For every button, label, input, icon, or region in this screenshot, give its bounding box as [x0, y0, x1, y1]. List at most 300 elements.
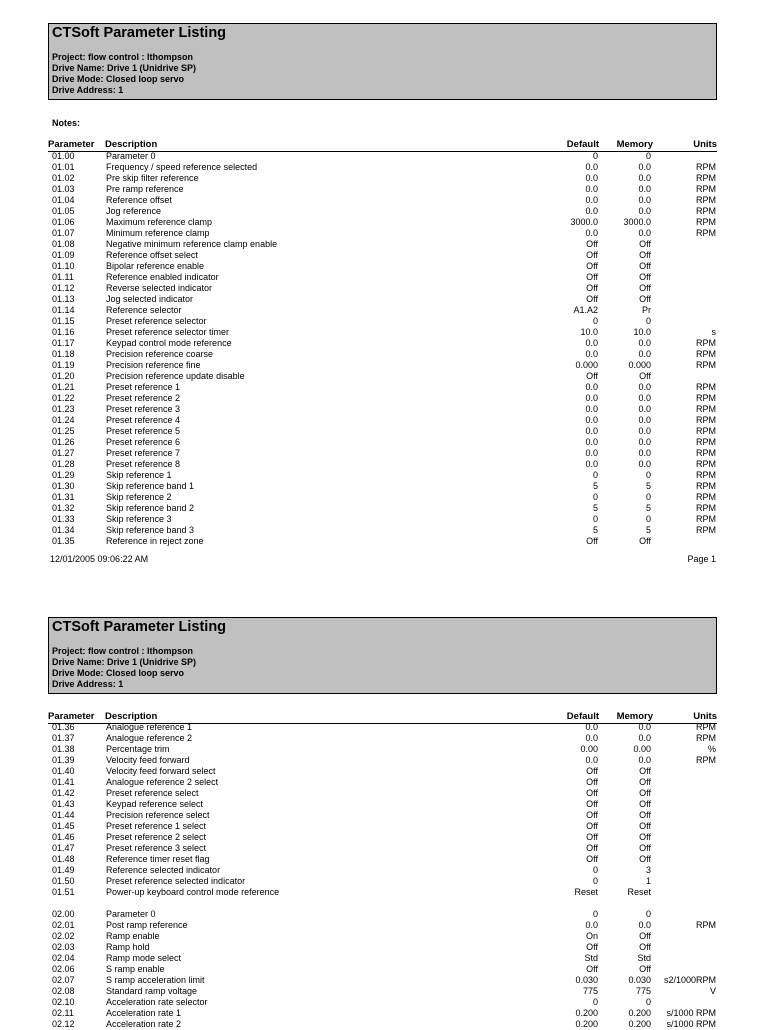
parameter-number: 01.17: [52, 338, 75, 348]
default-value: Off: [586, 294, 598, 304]
parameter-description: Post ramp reference: [106, 920, 188, 930]
table-row: [0, 1019, 768, 1030]
memory-value: Off: [639, 766, 651, 776]
parameter-description: Analogue reference 1: [106, 722, 193, 732]
memory-value: Off: [639, 294, 651, 304]
table-row: [0, 964, 768, 975]
parameter-description: Ramp enable: [106, 931, 160, 941]
table-row: [0, 942, 768, 953]
default-value: 0.0: [585, 382, 598, 392]
default-value: 0: [592, 909, 598, 919]
memory-value: 0.0: [638, 755, 651, 765]
parameter-description: Preset reference 2 select: [106, 832, 207, 842]
table-row: [0, 876, 768, 887]
units-value: RPM: [696, 755, 716, 765]
table-row: [0, 415, 768, 426]
default-value: 0: [592, 865, 598, 875]
page1-footer-page: Page 1: [687, 554, 716, 564]
parameter-description: Reference enabled indicator: [106, 272, 219, 282]
memory-value: 0.0: [638, 415, 651, 425]
parameter-description: Bipolar reference enable: [106, 261, 205, 271]
table-row: [0, 437, 768, 448]
units-value: RPM: [696, 459, 716, 469]
units-value: RPM: [696, 338, 716, 348]
units-value: RPM: [696, 173, 716, 183]
table-row: [0, 360, 768, 371]
units-value: s/1000 RPM: [666, 1019, 716, 1029]
parameter-number: 01.45: [52, 821, 75, 831]
default-value: 0.0: [585, 228, 598, 238]
units-value: RPM: [696, 448, 716, 458]
parameter-number: 01.32: [52, 503, 75, 513]
memory-value: Off: [639, 843, 651, 853]
memory-value: 0.0: [638, 426, 651, 436]
memory-value: Off: [639, 371, 651, 381]
table-row: [0, 426, 768, 437]
memory-value: 0.0: [638, 162, 651, 172]
col-memory: Memory: [616, 139, 653, 150]
table-row: [0, 755, 768, 766]
col-default: Default: [566, 139, 599, 150]
parameter-number: 01.46: [52, 832, 75, 842]
table-row: [0, 997, 768, 1008]
parameter-number: 01.07: [52, 228, 75, 238]
section-gap: [0, 898, 768, 909]
parameter-number: 01.47: [52, 843, 75, 853]
default-value: Off: [586, 766, 598, 776]
units-value: RPM: [696, 360, 716, 370]
page1-project: Project: flow control : lthompson: [52, 52, 193, 62]
table-row: [0, 459, 768, 470]
table-row: [0, 327, 768, 338]
default-value: Off: [586, 832, 598, 842]
parameter-number: 02.02: [52, 931, 75, 941]
table-row: [0, 316, 768, 327]
parameter-description: Reference selector: [106, 305, 182, 315]
memory-value: 5: [645, 503, 651, 513]
table-row: [0, 393, 768, 404]
default-value: 0.0: [585, 195, 598, 205]
parameter-number: 01.11: [52, 272, 74, 282]
parameter-number: 01.51: [52, 887, 75, 897]
units-value: RPM: [696, 162, 716, 172]
table-row: [0, 887, 768, 898]
memory-value: Off: [639, 854, 651, 864]
memory-value: 0: [645, 316, 651, 326]
memory-value: 775: [635, 986, 651, 996]
parameter-description: Percentage trim: [106, 744, 170, 754]
col-description: Description: [105, 711, 158, 722]
default-value: 775: [582, 986, 598, 996]
parameter-description: Preset reference 3 select: [106, 843, 207, 853]
default-value: 5: [592, 503, 598, 513]
page1-header-box: [48, 23, 717, 100]
parameter-description: Preset reference selector: [106, 316, 207, 326]
memory-value: Off: [639, 250, 651, 260]
page2-title: CTSoft Parameter Listing: [52, 619, 227, 635]
table-row: [0, 832, 768, 843]
table-row: [0, 525, 768, 536]
parameter-number: 01.24: [52, 415, 75, 425]
memory-value: Off: [639, 777, 651, 787]
default-value: 5: [592, 525, 598, 535]
default-value: 0.00: [580, 744, 598, 754]
memory-value: 0.0: [638, 206, 651, 216]
units-value: RPM: [696, 393, 716, 403]
parameter-number: 01.14: [52, 305, 75, 315]
parameter-description: Reverse selected indicator: [106, 283, 213, 293]
parameter-description: Preset reference 8: [106, 459, 181, 469]
table-row: [0, 448, 768, 459]
parameter-description: Preset reference 5: [106, 426, 181, 436]
table-row: [0, 865, 768, 876]
table-row: [0, 195, 768, 206]
parameter-description: Acceleration rate 1: [106, 1008, 182, 1018]
parameter-description: Maximum reference clamp: [106, 217, 213, 227]
units-value: RPM: [696, 437, 716, 447]
table-row: [0, 843, 768, 854]
parameter-number: 01.33: [52, 514, 75, 524]
default-value: Off: [586, 942, 598, 952]
parameter-description: Negative minimum reference clamp enable: [106, 239, 278, 249]
default-value: 0.0: [585, 349, 598, 359]
parameter-number: 01.15: [52, 316, 75, 326]
table-row: [0, 733, 768, 744]
default-value: 0.200: [575, 1019, 598, 1029]
table-row: [0, 514, 768, 525]
default-value: Off: [586, 810, 598, 820]
parameter-description: Preset reference 6: [106, 437, 181, 447]
parameter-number: 01.39: [52, 755, 75, 765]
table-row: [0, 986, 768, 997]
default-value: 0.0: [585, 733, 598, 743]
table-row: [0, 470, 768, 481]
units-value: RPM: [696, 184, 716, 194]
default-value: Off: [586, 843, 598, 853]
units-value: RPM: [696, 382, 716, 392]
col-units: Units: [693, 139, 717, 150]
units-value: RPM: [696, 514, 716, 524]
table-row: [0, 283, 768, 294]
parameter-description: Preset reference selected indicator: [106, 876, 246, 886]
parameter-number: 01.01: [52, 162, 75, 172]
table-row: [0, 173, 768, 184]
default-value: 0.030: [575, 975, 598, 985]
table-row: [0, 404, 768, 415]
units-value: RPM: [696, 492, 716, 502]
default-value: 10.0: [580, 327, 598, 337]
memory-value: 0.0: [638, 920, 651, 930]
parameter-number: 01.30: [52, 481, 75, 491]
parameter-number: 01.05: [52, 206, 75, 216]
parameter-description: Ramp hold: [106, 942, 150, 952]
parameter-number: 01.31: [52, 492, 75, 502]
units-value: RPM: [696, 525, 716, 535]
parameter-description: Preset reference select: [106, 788, 199, 798]
table-row: [0, 206, 768, 217]
parameter-number: 01.27: [52, 448, 75, 458]
parameter-description: Skip reference band 2: [106, 503, 195, 513]
page2-parameter-table: [0, 722, 768, 1030]
memory-value: 0.0: [638, 393, 651, 403]
memory-value: 5: [645, 525, 651, 535]
parameter-number: 01.00: [52, 151, 75, 161]
parameter-number: 01.28: [52, 459, 75, 469]
table-row: [0, 371, 768, 382]
default-value: 0: [592, 316, 598, 326]
parameter-number: 01.20: [52, 371, 75, 381]
page2-drive-mode: Drive Mode: Closed loop servo: [52, 668, 185, 678]
memory-value: Off: [639, 799, 651, 809]
table-row: [0, 151, 768, 162]
table-row: [0, 536, 768, 547]
default-value: On: [585, 931, 598, 941]
memory-value: 5: [645, 481, 651, 491]
parameter-number: 01.21: [52, 382, 75, 392]
page1-parameter-table: [0, 151, 768, 547]
memory-value: 3000.0: [623, 217, 651, 227]
units-value: RPM: [696, 217, 716, 227]
default-value: 0: [592, 876, 598, 886]
parameter-description: Preset reference 7: [106, 448, 181, 458]
memory-value: 0.000: [628, 360, 651, 370]
memory-value: Off: [639, 272, 651, 282]
parameter-number: 01.48: [52, 854, 75, 864]
parameter-description: Parameter 0: [106, 909, 156, 919]
parameter-number: 01.08: [52, 239, 75, 249]
memory-value: Off: [639, 788, 651, 798]
parameter-number: 01.37: [52, 733, 75, 743]
memory-value: 0: [645, 151, 651, 161]
default-value: 0.0: [585, 184, 598, 194]
parameter-number: 02.06: [52, 964, 75, 974]
parameter-number: 02.03: [52, 942, 75, 952]
default-value: Off: [586, 799, 598, 809]
memory-value: 0: [645, 514, 651, 524]
page1-drive-mode: Drive Mode: Closed loop servo: [52, 74, 185, 84]
parameter-description: Acceleration rate selector: [106, 997, 208, 1007]
memory-value: 3: [645, 865, 651, 875]
parameter-description: Skip reference band 3: [106, 525, 195, 535]
default-value: 0.000: [575, 360, 598, 370]
parameter-description: Reference in reject zone: [106, 536, 204, 546]
parameter-description: Jog reference: [106, 206, 162, 216]
units-value: RPM: [696, 470, 716, 480]
page2-drive-address: Drive Address: 1: [52, 679, 124, 689]
parameter-description: Jog selected indicator: [106, 294, 194, 304]
table-row: [0, 184, 768, 195]
default-value: 0: [592, 514, 598, 524]
memory-value: 0.0: [638, 448, 651, 458]
parameter-description: Preset reference selector timer: [106, 327, 230, 337]
parameter-description: Ramp mode select: [106, 953, 182, 963]
table-row: [0, 766, 768, 777]
memory-value: 0: [645, 470, 651, 480]
parameter-number: 01.06: [52, 217, 75, 227]
table-row: [0, 338, 768, 349]
col-units: Units: [693, 711, 717, 722]
page2-drive-name: Drive Name: Drive 1 (Unidrive SP): [52, 657, 197, 667]
col-parameter: Parameter: [48, 711, 95, 722]
default-value: 3000.0: [570, 217, 598, 227]
col-parameter: Parameter: [48, 139, 95, 150]
parameter-description: Keypad control mode reference: [106, 338, 232, 348]
memory-value: Reset: [627, 887, 651, 897]
parameter-number: 01.22: [52, 393, 75, 403]
parameter-number: 01.03: [52, 184, 75, 194]
table-row: [0, 239, 768, 250]
default-value: 0.0: [585, 162, 598, 172]
parameter-description: Reference selected indicator: [106, 865, 221, 875]
memory-value: 0.0: [638, 173, 651, 183]
default-value: Off: [586, 261, 598, 271]
parameter-number: 01.34: [52, 525, 75, 535]
parameter-description: Preset reference 2: [106, 393, 181, 403]
table-row: [0, 481, 768, 492]
parameter-number: 01.44: [52, 810, 75, 820]
parameter-description: Pre ramp reference: [106, 184, 184, 194]
table-row: [0, 821, 768, 832]
default-value: 0.0: [585, 459, 598, 469]
parameter-number: 01.16: [52, 327, 75, 337]
page2-project: Project: flow control : lthompson: [52, 646, 193, 656]
parameter-number: 01.23: [52, 404, 75, 414]
parameter-number: 01.26: [52, 437, 75, 447]
memory-value: 0.200: [628, 1008, 651, 1018]
units-value: RPM: [696, 228, 716, 238]
table-row: [0, 382, 768, 393]
col-memory: Memory: [616, 711, 653, 722]
table-row: [0, 953, 768, 964]
memory-value: Off: [639, 810, 651, 820]
memory-value: 0.00: [633, 744, 651, 754]
parameter-description: S ramp acceleration limit: [106, 975, 205, 985]
memory-value: 0.0: [638, 733, 651, 743]
parameter-description: Skip reference band 1: [106, 481, 195, 491]
table-row: [0, 722, 768, 733]
parameter-number: 02.12: [52, 1019, 75, 1029]
memory-value: Off: [639, 283, 651, 293]
parameter-number: 02.11: [52, 1008, 74, 1018]
units-value: RPM: [696, 195, 716, 205]
units-value: RPM: [696, 404, 716, 414]
default-value: 0.0: [585, 448, 598, 458]
default-value: Off: [586, 239, 598, 249]
default-value: Off: [586, 854, 598, 864]
col-default: Default: [566, 711, 599, 722]
memory-value: Std: [637, 953, 651, 963]
default-value: 0.0: [585, 206, 598, 216]
memory-value: 0.030: [628, 975, 651, 985]
parameter-description: Precision reference fine: [106, 360, 201, 370]
default-value: Reset: [574, 887, 598, 897]
default-value: 0: [592, 470, 598, 480]
default-value: 0: [592, 997, 598, 1007]
default-value: Off: [586, 283, 598, 293]
memory-value: 0.0: [638, 382, 651, 392]
memory-value: 1: [645, 876, 651, 886]
default-value: Std: [584, 953, 598, 963]
default-value: 0.0: [585, 393, 598, 403]
table-row: [0, 810, 768, 821]
parameter-description: Minimum reference clamp: [106, 228, 210, 238]
table-row: [0, 744, 768, 755]
memory-value: Off: [639, 239, 651, 249]
memory-value: 0.0: [638, 459, 651, 469]
units-value: %: [707, 744, 716, 754]
parameter-number: 01.02: [52, 173, 75, 183]
table-row: [0, 799, 768, 810]
parameter-number: 01.04: [52, 195, 75, 205]
table-row: [0, 1008, 768, 1019]
parameter-description: Reference offset: [106, 195, 172, 205]
parameter-number: 01.36: [52, 722, 75, 732]
table-row: [0, 931, 768, 942]
memory-value: 0: [645, 909, 651, 919]
table-row: [0, 975, 768, 986]
table-row: [0, 272, 768, 283]
default-value: Off: [586, 250, 598, 260]
page1-title: CTSoft Parameter Listing: [52, 25, 227, 41]
parameter-description: Reference offset select: [106, 250, 198, 260]
default-value: 0.0: [585, 755, 598, 765]
table-row: [0, 503, 768, 514]
table-row: [0, 777, 768, 788]
memory-value: Off: [639, 536, 651, 546]
parameter-description: Keypad reference select: [106, 799, 204, 809]
table-row: [0, 228, 768, 239]
default-value: 0.0: [585, 404, 598, 414]
parameter-description: Velocity feed forward: [106, 755, 190, 765]
page1-notes-label: Notes:: [52, 118, 81, 128]
parameter-description: Skip reference 1: [106, 470, 172, 480]
parameter-number: 01.29: [52, 470, 75, 480]
memory-value: Pr: [642, 305, 651, 315]
memory-value: 0.0: [638, 349, 651, 359]
parameter-number: 02.10: [52, 997, 75, 1007]
memory-value: 0.200: [628, 1019, 651, 1029]
parameter-description: Preset reference 1: [106, 382, 181, 392]
parameter-description: Frequency / speed reference selected: [106, 162, 258, 172]
default-value: Off: [586, 777, 598, 787]
memory-value: Off: [639, 832, 651, 842]
parameter-number: 02.07: [52, 975, 75, 985]
page2-header-box: [48, 617, 717, 694]
units-value: RPM: [696, 206, 716, 216]
parameter-description: S ramp enable: [106, 964, 165, 974]
table-row: [0, 920, 768, 931]
memory-value: 0: [645, 492, 651, 502]
table-row: [0, 162, 768, 173]
parameter-number: 01.41: [52, 777, 75, 787]
table-row: [0, 788, 768, 799]
parameter-number: 02.00: [52, 909, 75, 919]
parameter-description: Precision reference coarse: [106, 349, 214, 359]
parameter-description: Acceleration rate 2: [106, 1019, 182, 1029]
memory-value: 0.0: [638, 228, 651, 238]
memory-value: 0.0: [638, 437, 651, 447]
memory-value: 0: [645, 997, 651, 1007]
memory-value: 0.0: [638, 338, 651, 348]
units-value: RPM: [696, 722, 716, 732]
parameter-description: Parameter 0: [106, 151, 156, 161]
units-value: RPM: [696, 415, 716, 425]
parameter-number: 01.50: [52, 876, 75, 886]
memory-value: Off: [639, 261, 651, 271]
units-value: RPM: [696, 920, 716, 930]
default-value: Off: [586, 821, 598, 831]
table-row: [0, 305, 768, 316]
